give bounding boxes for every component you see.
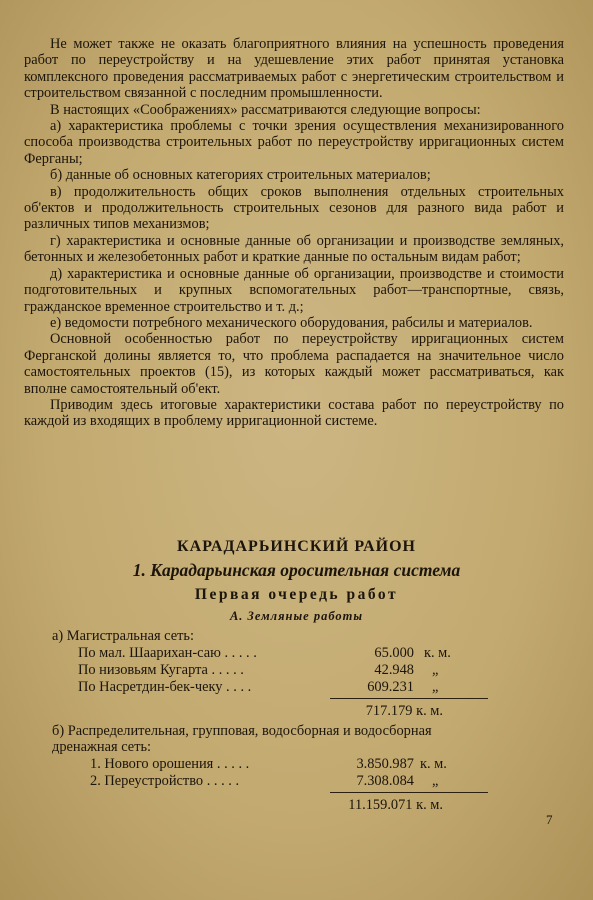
district-heading: КАРАДАРЬИНСКИЙ РАЙОН bbox=[177, 538, 416, 555]
table-row-unit: „ bbox=[432, 773, 439, 789]
table-row-value: 7.308.084 bbox=[356, 773, 414, 789]
stage-heading: Первая очередь работ bbox=[194, 586, 399, 603]
table-row-label: По мал. Шаарихан-саю . . . . . bbox=[78, 645, 257, 661]
table-row-label: 2. Переустройство . . . . . bbox=[90, 773, 240, 789]
table-row-value: 609.231 bbox=[367, 679, 414, 695]
table-row-label: По низовьям Кугарта . . . . . bbox=[78, 662, 244, 678]
list-item: е) ведомости потребного механического оборудования, рабсилы и материалов. bbox=[50, 314, 533, 331]
section-a-total: 717.179 к. м. bbox=[365, 703, 443, 719]
table-row-value: 3.850.987 bbox=[356, 756, 414, 772]
paragraph: Не может также не оказать благоприятного влияния на успешность проведения работ по переустройству и на удешевление этих работ принятая установка комплексного проведения рассматриваемых работ с энергетическим строительством и строительством связанной с последним промышленности. bbox=[24, 36, 564, 102]
table-row-unit: „ bbox=[432, 679, 439, 695]
paragraph: В настоящих «Соображениях» рассматриваются следующие вопросы: bbox=[50, 101, 481, 118]
list-item: г) характеристика и основные данные об организации и производстве земляных, бетонных и железобетонных работ и краткие данные по остальным видам работ; bbox=[24, 232, 564, 266]
table-row-label: 1. Нового орошения . . . . . bbox=[90, 756, 250, 772]
table-row-unit: „ bbox=[432, 662, 439, 678]
paragraph: Приводим здесь итоговые характеристики состава работ по переустройству по каждой из входящих в проблему ирригационной системе. bbox=[24, 396, 564, 430]
sum-rule bbox=[330, 792, 488, 793]
list-item: б) данные об основных категориях строительных материалов; bbox=[50, 167, 431, 184]
page-number: 7 bbox=[546, 812, 553, 827]
works-heading: А. Земляные работы bbox=[229, 609, 364, 623]
section-b-title: б) Распределительная, групповая, водосборная и водосборная дренажная сеть: bbox=[52, 723, 432, 755]
list-item: д) характеристика и основные данные об организации, производстве и стоимости подготовительных и крупных вспомогательных работ—транспортные, связь, гражданское временное строительство и т. д.; bbox=[24, 265, 564, 315]
table-row-value: 42.948 bbox=[374, 662, 414, 678]
list-item: а) характеристика проблемы с точки зрения осуществления механизированного способа производства строительных работ по переустройству ирригационных систем Ферганы; bbox=[24, 118, 564, 167]
sum-rule bbox=[330, 698, 488, 699]
system-heading: 1. Карадарьинская оросительная система bbox=[132, 560, 461, 580]
section-b-total: 11.159.071 к. м. bbox=[348, 797, 443, 813]
table-row-label: По Насретдин-бек-чеку . . . . bbox=[78, 679, 252, 695]
table-row-unit: к. м. bbox=[420, 756, 447, 772]
table-row-value: 65.000 bbox=[374, 645, 414, 661]
table-row-unit: к. м. bbox=[424, 645, 451, 661]
section-a-title: а) Магистральная сеть: bbox=[52, 628, 194, 644]
body-text bbox=[24, 36, 564, 430]
list-item: в) продолжительность общих сроков выполнения отдельных строительных об'ектов и продолжительность строительных сезонов для разного вида работ и различных типов механизмов; bbox=[24, 183, 564, 233]
paragraph: Основной особенностью работ по переустройству ирригационных систем Ферганской долины является то, что проблема распадается на значительное число самостоятельных проектов (15), из которых каждый может рассматриваться, как вполне самостоятельный об'ект. bbox=[24, 331, 564, 397]
